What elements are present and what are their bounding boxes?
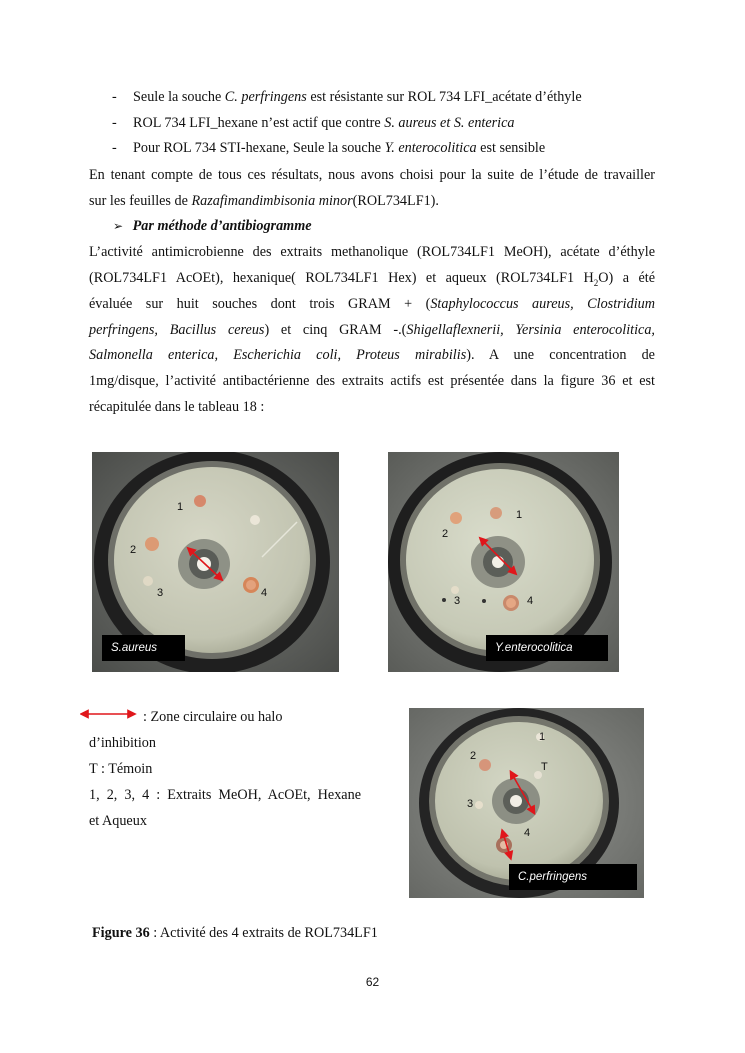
- text-run: sur les feuilles de: [89, 193, 192, 209]
- text-run: ). A une concentration de: [466, 347, 655, 363]
- bullet-text: [133, 89, 582, 106]
- petri-photo-y-enterocolitica: [388, 452, 619, 672]
- legend-arrow-text: : Zone circulaire ou halo: [143, 709, 283, 725]
- species-name: perfringens, Bacillus cereus: [89, 322, 265, 338]
- photo-caption: S.aureus: [102, 635, 185, 661]
- legend-arrow-text-2: d’inhibition: [89, 735, 156, 751]
- species-name: Salmonella enterica, Escherichia coli, Proteus mirabilis: [89, 347, 467, 363]
- bullet-dash: -: [112, 140, 117, 156]
- extract-label: 4: [527, 595, 534, 607]
- petri-photo-s-aureus: [92, 452, 339, 672]
- extract-label: 3: [454, 595, 461, 607]
- petri-photo-c-perfringens: [409, 708, 644, 898]
- text-line: [89, 192, 655, 210]
- figure-caption-text: : Activité des 4 extraits de ROL734LF1: [149, 925, 378, 941]
- extract-label: 3: [157, 587, 164, 599]
- bullet-dash: -: [112, 89, 117, 105]
- species-name: Staphylococcus aureus, Clostridium: [430, 296, 655, 312]
- text-run: est résistante sur ROL 734 LFI_acétate d’éthyle: [306, 89, 582, 105]
- text-line: 1mg/disque, l’activité antibactérienne des extraits actifs est présentée dans la figure 36 et est: [89, 373, 655, 389]
- photo-caption: C.perfringens: [509, 864, 637, 890]
- text-run: ROL 734 LFI_hexane n’est actif que contre: [133, 115, 385, 131]
- text-line: L’activité antimicrobienne des extraits methanolique (ROL734LF1 MeOH), acétate d’éthyle: [89, 244, 655, 260]
- text-line: [89, 269, 655, 292]
- species-name: C. perfringens: [224, 89, 307, 105]
- text-line: En tenant compte de tous ces résultats, nous avons choisi pour la suite de l’étude de travailler: [89, 167, 655, 183]
- legend-extracts-2: et Aqueux: [89, 813, 147, 829]
- text-run: évaluée sur huit souches dont trois GRAM + (: [89, 296, 431, 312]
- species-name: S. aureus et S. enterica: [384, 115, 515, 131]
- subscript: 2: [593, 277, 599, 288]
- bullet-dash: -: [112, 115, 117, 131]
- text-run: ) et cinq GRAM -.(: [264, 322, 407, 338]
- bullet-text: [133, 115, 515, 132]
- legend-temoin: T : Témoin: [89, 761, 153, 777]
- extract-label: 4: [261, 587, 268, 599]
- extract-label: 1: [177, 501, 184, 513]
- photo-caption: Y.enterocolitica: [486, 635, 608, 661]
- text-line: récapitulée dans le tableau 18 :: [89, 399, 265, 415]
- extract-label: 2: [442, 528, 449, 540]
- extract-label: 1: [516, 509, 523, 521]
- extract-label: 4: [524, 827, 531, 839]
- extract-label: 2: [470, 750, 477, 762]
- figure-label: Figure 36: [92, 925, 150, 941]
- text-line: [89, 321, 655, 339]
- control-label: T: [541, 761, 548, 773]
- legend-extracts: 1, 2, 3, 4 : Extraits MeOH, AcOEt, Hexane: [89, 787, 361, 803]
- page-number: 62: [365, 975, 380, 989]
- extract-label: 1: [539, 731, 546, 743]
- double-arrow-icon: [80, 708, 138, 720]
- text-line: [89, 295, 655, 313]
- extract-label: 2: [130, 544, 137, 556]
- species-name: Y. enterocolitica: [384, 140, 477, 156]
- text-run: (ROL734LF1 AcOEt), hexanique( ROL734LF1 Hex) et aqueux (ROL734LF1 H: [89, 270, 594, 286]
- text-run: Seule la souche: [133, 89, 225, 105]
- figure-caption: [92, 924, 378, 942]
- text-run: O) a été: [598, 270, 655, 286]
- text-run: Pour ROL 734 STI-hexane, Seule la souche: [133, 140, 385, 156]
- text-run: (ROL734LF1).: [352, 193, 439, 209]
- extract-label: 3: [467, 798, 474, 810]
- section-title: Par méthode d’antibiogramme: [132, 218, 312, 234]
- section-heading: [113, 218, 312, 235]
- species-name: Razafimandimbisonia minor: [191, 193, 353, 209]
- text-line: [89, 346, 655, 364]
- text-run: est sensible: [476, 140, 546, 156]
- arrow-bullet-icon: ➢: [113, 219, 124, 233]
- bullet-text: [133, 140, 545, 157]
- species-name: Shigellaflexnerii, Yersinia enterocolitica,: [406, 322, 655, 338]
